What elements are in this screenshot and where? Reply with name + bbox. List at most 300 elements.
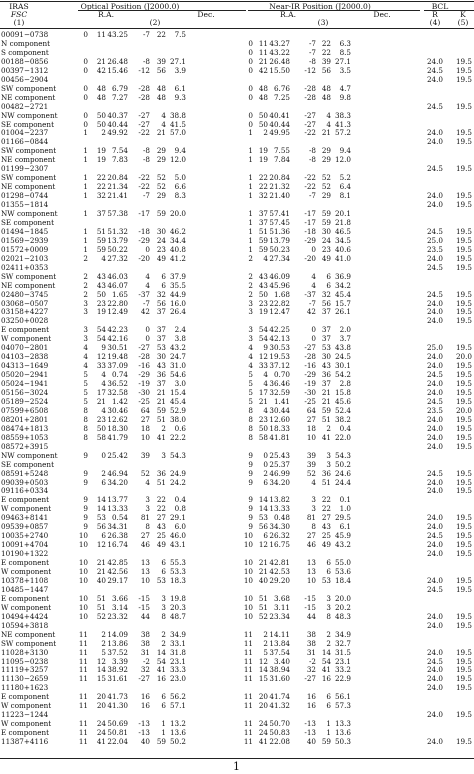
table-cell: 4 [263,370,268,380]
table-cell: 56 [156,298,166,308]
table-cell: -8 [308,146,316,156]
source-name-cell: 11095−0238 [1,656,49,666]
table-cell: 19.5 [455,235,472,245]
table-cell: 6 [326,280,331,290]
table-cell: 0 [145,325,150,335]
table-cell: 50.2 [169,737,186,747]
table-cell: 0 [83,119,88,129]
table-cell: 21 [321,128,331,138]
table-cell: 19.5 [455,137,472,147]
table-cell: 19 [96,155,106,165]
source-name-cell: NE component [1,182,56,192]
table-cell: 21 [156,388,166,397]
table-cell: 20.0 [455,352,472,362]
table-cell: 49 [321,540,331,550]
table-cell: 0 [248,65,253,75]
table-cell: 1 [248,217,253,227]
source-name-cell: NE component [1,629,56,639]
table-cell: 19.5 [455,164,472,174]
table-cell: 10 [306,432,316,442]
table-cell: 49 [156,540,166,550]
table-cell: 24.0 [426,137,443,147]
table-cell: 24.0 [426,647,443,657]
table-cell: 22 [156,30,166,39]
table-cell: 19.5 [455,253,472,263]
table-cell: 22 [321,504,331,514]
table-cell: -8 [142,56,150,66]
table-cell: 57.2 [334,128,351,138]
table-cell: 24.0 [426,737,443,747]
table-cell: 13.79 [107,235,128,245]
table-cell: 19.5 [455,343,472,353]
source-name-cell: 04103−2838 [1,352,49,362]
table-cell: -25 [304,396,316,406]
table-cell: 12.49 [107,307,128,317]
table-cell: 8 [145,522,150,532]
table-cell: -7 [142,30,150,39]
table-cell: 9 [83,468,88,478]
table-cell: 1.68 [273,289,290,299]
table-cell: 34.30 [269,522,290,532]
table-cell: 25 [156,531,166,541]
table-cell: 9 [101,343,106,353]
table-cell: 42.13 [269,334,290,344]
table-cell: 53.3 [169,567,186,576]
table-cell: 19.5 [455,513,472,523]
table-cell: 50 [258,423,268,433]
table-cell: -7 [142,191,150,201]
table-cell: 29 [321,155,331,165]
table-cell: 1 [83,182,88,192]
table-cell: 40.8 [169,244,186,254]
table-cell: 41.74 [269,692,290,702]
source-name-cell: 11223−1244 [1,710,49,720]
table-cell: 31.5 [334,647,351,657]
source-name-cell: 10494+4424 [1,611,49,621]
table-cell: 59 [258,235,268,245]
table-cell: 3.39 [111,656,128,666]
table-cell: 30.46 [107,405,128,415]
header-col-5: (5) [457,18,469,27]
table-cell: 43.25 [107,30,128,39]
table-cell: 9 [248,504,253,514]
table-cell: 22 [156,495,166,505]
table-cell: 14 [258,665,268,675]
table-cell: 14 [321,647,331,657]
table-cell: 24.5 [334,352,351,362]
source-name-cell: 03250+0028 [1,316,49,326]
table-cell: 51 [156,414,166,424]
table-cell: -20 [138,253,150,263]
table-cell: 0 [263,450,268,460]
table-cell: 34.31 [107,522,128,532]
table-cell: 43.1 [169,540,186,550]
table-cell: 43.22 [269,47,290,57]
table-cell: 44 [306,611,316,621]
table-cell: 45.6 [334,396,351,406]
table-cell: 0.8 [174,504,186,514]
table-cell: 50 [96,423,106,433]
table-cell: 19.5 [455,298,472,308]
table-cell: 10 [78,602,88,612]
table-cell: 19.5 [455,584,472,594]
table-cell: 51 [96,602,106,612]
table-cell: 37 [156,379,166,389]
table-cell: 32 [258,191,268,201]
table-cell: 25.43 [269,450,290,460]
table-cell: 4 [263,405,268,415]
table-cell: 19 [258,307,268,317]
table-cell: 24.0 [426,575,443,585]
table-cell: 14 [96,504,106,514]
table-cell: 8 [248,432,253,442]
header-col-3: (3) [317,18,329,27]
table-cell: 2 [83,271,88,281]
table-cell: -7 [142,298,150,308]
source-name-cell: 09539+0857 [1,522,49,532]
table-cell: 30 [156,226,166,236]
source-name-cell: S component [1,47,49,57]
table-cell: 19.5 [455,289,472,299]
table-cell: 8 [161,611,166,621]
table-cell: 0 [83,110,88,120]
table-cell: 19.5 [455,674,472,684]
table-cell: 41 [258,737,268,747]
table-cell: 24.0 [426,56,443,66]
table-cell: 24 [156,235,166,245]
table-cell: 8 [83,405,88,415]
table-cell: 4.7 [339,83,351,93]
source-name-cell: 01199−2307 [1,164,49,174]
table-cell: 36 [321,468,331,478]
header-nearir-position: Near-IR Position (J2000.0) [269,2,371,11]
table-cell: 22.82 [269,298,290,308]
table-cell: -8 [308,56,316,66]
table-cell: 43 [258,271,268,281]
table-cell: 3.8 [174,334,186,344]
table-cell: 55.0 [334,558,351,568]
table-cell: 10 [78,575,88,585]
table-cell: 12 [258,352,268,362]
table-cell: 9 [83,504,88,514]
table-cell: 14 [96,495,106,505]
table-cell: 19.5 [455,262,472,272]
table-cell: 46.99 [269,468,290,478]
table-cell: 1 [248,209,253,218]
table-cell: 32 [96,191,106,201]
table-cell: -18 [304,226,316,236]
table-cell: 44 [140,611,150,621]
table-cell: 1 [248,128,253,138]
table-cell: 54 [258,325,268,335]
table-cell: 11 [78,692,88,702]
table-cell: 2 [83,280,88,290]
table-cell: 19.5 [455,656,472,666]
table-cell: 2 [161,423,166,433]
table-cell: 5 [248,370,253,380]
table-cell: 12.0 [169,155,186,165]
table-cell: 14 [156,647,166,657]
table-cell: 19 [258,155,268,165]
table-cell: 19.5 [455,65,472,75]
table-cell: 2.8 [339,379,351,389]
table-cell: 40 [96,575,106,585]
table-cell: -7 [308,47,316,57]
header-iras: IRAS [9,2,29,11]
table-cell: 24.9 [169,468,186,478]
table-cell: 1 [248,244,253,254]
table-cell: 19.5 [455,477,472,487]
table-cell: 21.34 [107,182,128,192]
table-cell: 43 [156,361,166,371]
table-cell: 19 [96,307,106,317]
table-cell: 5 [83,379,88,389]
table-cell: -28 [138,92,150,102]
table-cell: 11 [243,728,253,738]
source-name-cell: SW component [1,83,57,93]
table-cell: -28 [138,352,150,362]
source-name-cell: 11387+4116 [1,737,49,747]
table-cell: 19.5 [455,423,472,433]
table-cell: -27 [138,110,150,120]
table-cell: 5 [83,388,88,397]
table-cell: 54.2 [334,370,351,380]
table-cell: 37.9 [169,271,186,281]
table-cell: -2 [142,656,150,666]
table-cell: 4 [83,343,88,353]
table-cell: 22 [156,504,166,514]
table-cell: 34.4 [169,235,186,245]
table-cell: 23 [258,414,268,424]
table-cell: 3 [248,334,253,344]
table-cell: 50.22 [107,244,128,254]
table-cell: 12.60 [269,414,290,424]
table-cell: 4 [248,343,253,353]
table-cell: 24.0 [426,441,443,451]
table-cell: 21.41 [107,191,128,201]
table-cell: 57.38 [107,209,128,218]
table-cell: 33 [96,361,106,371]
source-name-cell: 02021−2103 [1,253,49,263]
table-cell: 1 [326,719,331,729]
table-cell: 0 [311,325,316,335]
table-cell: 16 [306,692,316,702]
table-cell: 11 [243,719,253,729]
table-cell: 38.94 [269,665,290,675]
source-name-cell: 03068−0507 [1,298,49,308]
table-cell: 0 [145,334,150,344]
table-cell: 52 [140,468,150,478]
table-cell: 34.20 [269,477,290,487]
table-cell: 2.4 [174,325,186,335]
table-cell: 35.5 [169,280,186,290]
table-cell: 10 [243,602,253,612]
table-cell: 23.1 [169,656,186,666]
table-cell: 5 [263,647,268,657]
table-cell: 52 [258,611,268,621]
table-cell: 21 [321,396,331,406]
table-cell: 8 [83,423,88,433]
table-cell: -13 [304,728,316,738]
table-cell: 19.5 [455,468,472,478]
table-cell: 12.47 [269,307,290,317]
table-cell: 30 [321,352,331,362]
table-cell: 57.3 [334,701,351,711]
table-cell: 59 [156,209,166,218]
table-cell: 27 [140,531,150,541]
source-name-cell: 04313−1649 [1,361,49,371]
table-cell: 50.83 [269,728,290,738]
table-cell: 38 [140,629,150,639]
table-cell: 20.0 [455,405,472,415]
table-cell: 39 [156,56,166,66]
table-cell: 23 [96,414,106,424]
header-bottom-rule [0,28,474,29]
source-name-cell: 00188−0856 [1,56,49,66]
table-cell: 41 [96,737,106,747]
table-cell: 1 [248,173,253,183]
table-cell: 1 [161,728,166,738]
source-name-cell: 05156−3024 [1,388,49,397]
table-cell: 64 [140,405,150,415]
table-cell: 37 [156,307,166,317]
table-cell: 12 [258,540,268,550]
table-cell: 49.95 [269,128,290,138]
table-cell: 10 [78,567,88,576]
table-cell: 50 [258,119,268,129]
table-cell: -25 [138,396,150,406]
table-cell: 19.5 [455,414,472,424]
table-cell: 46.0 [169,531,186,541]
table-cell: 22 [321,47,331,57]
table-cell: 33.3 [169,665,186,675]
table-cell: 3 [83,334,88,344]
table-cell: 21 [96,56,106,66]
table-cell: 18.30 [107,423,128,433]
table-cell: 19.5 [455,128,472,138]
table-cell: 49.92 [107,128,128,138]
header-optical-dec: Dec. [197,10,215,19]
table-cell: 10 [243,558,253,568]
table-cell: 3 [248,325,253,335]
table-cell: 24.0 [426,611,443,621]
table-cell: 0.4 [174,495,186,505]
table-cell: 16 [321,674,331,684]
table-cell: 9 [83,495,88,505]
table-cell: 19.5 [455,441,472,451]
table-cell: 1 [83,209,88,218]
table-cell: 1 [326,728,331,738]
table-cell: 30 [321,226,331,236]
table-cell: 53 [156,575,166,585]
table-cell: 40 [140,737,150,747]
table-cell: 34.9 [169,629,186,639]
table-cell: -7 [308,38,316,48]
table-cell: 48 [321,92,331,102]
table-cell: -22 [304,182,316,192]
table-cell: 19.5 [455,575,472,585]
table-cell: 8 [248,405,253,415]
table-cell: -28 [304,352,316,362]
table-cell: 6.6 [174,182,186,192]
table-cell: 41.2 [169,253,186,263]
table-cell: 2 [263,468,268,478]
table-cell: 13.79 [269,235,290,245]
table-cell: -37 [304,289,316,299]
table-cell: 6 [326,701,331,711]
table-cell: -27 [138,119,150,129]
table-cell: 20.84 [107,173,128,183]
table-cell: 48.7 [169,611,186,621]
table-cell: 0 [83,83,88,93]
table-cell: 38.2 [334,414,351,424]
table-cell: 23.5 [426,405,443,415]
table-cell: 5 [248,396,253,406]
table-cell: 4 [326,110,331,120]
table-cell: 3 [326,459,331,469]
table-cell: 24.0 [426,683,443,693]
table-cell: 46.5 [334,226,351,236]
table-cell: 19.5 [455,737,472,747]
table-cell: 29 [156,146,166,156]
table-cell: 10 [78,540,88,550]
table-cell: 19.5 [455,522,472,532]
table-cell: 6 [161,692,166,702]
table-cell: 26.1 [334,307,351,317]
table-cell: 8 [83,432,88,442]
table-cell: 24.7 [169,352,186,362]
table-cell: 11 [78,674,88,684]
table-cell: -22 [138,182,150,192]
table-cell: 37 [156,334,166,344]
table-cell: 43 [258,280,268,290]
bottom-rule [0,758,474,759]
table-cell: 5 [83,396,88,406]
source-name-cell: SE component [1,459,54,469]
table-cell: 19.5 [455,74,472,84]
table-cell: 22.08 [269,737,290,747]
table-cell: 27 [306,414,316,424]
table-cell: 19.5 [455,549,472,559]
table-cell: 46.94 [107,468,128,478]
source-name-cell: 10190+1322 [1,549,49,559]
table-cell: 13.82 [269,495,290,505]
table-cell: 50 [258,110,268,120]
table-cell: 34.9 [334,629,351,639]
table-cell: 19.48 [107,352,128,362]
source-name-cell: 08559+1053 [1,432,49,442]
table-cell: 41.0 [334,253,351,263]
table-cell: 25.37 [269,459,290,469]
table-cell: 48 [258,83,268,93]
table-cell: 40.41 [269,110,290,120]
table-cell: 5 [101,647,106,657]
table-cell: 24 [321,235,331,245]
table-cell: 29.20 [269,575,290,585]
table-cell: 54 [96,325,106,335]
header-bcl: BCL [431,2,449,11]
table-cell: 24.5 [426,101,443,111]
table-cell: 34.5 [334,235,351,245]
table-cell: 2 [263,629,268,639]
table-cell: 19.5 [455,611,472,621]
table-cell: 44.9 [169,289,186,299]
table-cell: 0.4 [339,423,351,433]
table-cell: 4 [311,280,316,290]
table-cell: 40.37 [107,110,128,120]
table-cell: 48 [96,92,106,102]
table-cell: 24.6 [334,468,351,478]
